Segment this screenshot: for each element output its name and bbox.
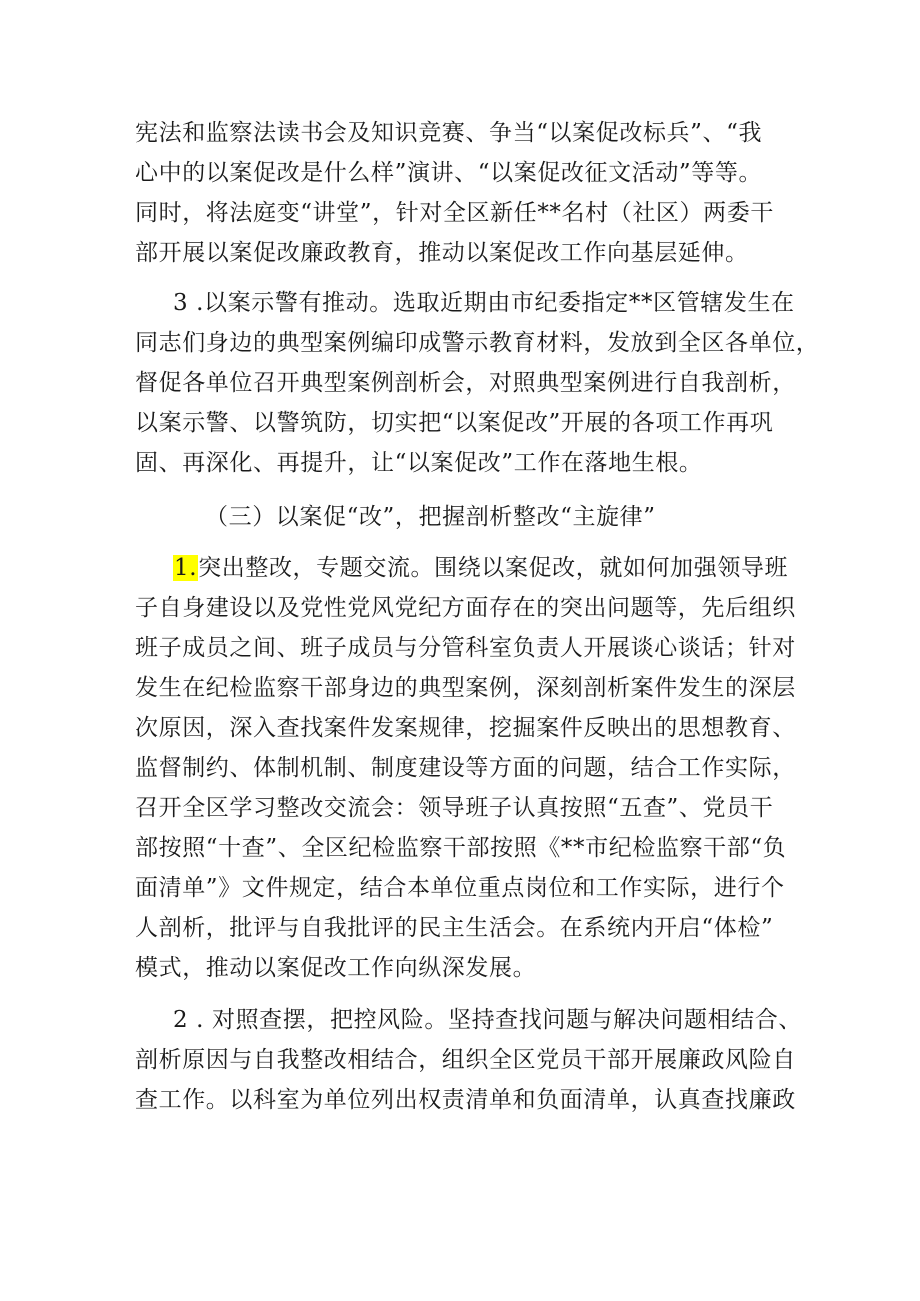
paragraph-line: 召开全区学习整改交流会：领导班子认真按照“五查”、党员干 xyxy=(135,795,774,821)
section-heading: （三）以案促“改”，把握剖析整改“主旋律” xyxy=(205,504,656,530)
paragraph-line: 查工作。以科室为单位列出权责清单和负面清单，认真查找廉政 xyxy=(135,1087,796,1113)
paragraph-line: 以案示警、以警筑防，切实把“以案促改”开展的各项工作再巩 xyxy=(135,410,774,436)
paragraph-line: 心中的以案促改是什么样”演讲、“以案促改征文活动”等等。 xyxy=(135,160,763,186)
paragraph-line: 同时，将法庭变“讲堂”，针对全区新任**名村（社区）两委干 xyxy=(135,200,774,226)
paragraph-line: 部按照“十查”、全区纪检监察干部按照《**市纪检监察干部“负 xyxy=(135,835,787,861)
paragraph-line: 同志们身边的典型案例编印成警示教育材料，发放到全区各单位， xyxy=(135,330,820,356)
paragraph-line: 次原因，深入查找案件发案规律，挖掘案件反映出的思想教育、 xyxy=(135,715,796,741)
paragraph-line: 部开展以案促改廉政教育，推动以案促改工作向基层延伸。 xyxy=(135,240,749,266)
paragraph-line: 监督制约、体制机制、制度建设等方面的问题，结合工作实际， xyxy=(135,755,796,781)
paragraph-line: 固、再深化、再提升，让“以案促改”工作在落地生根。 xyxy=(135,450,703,476)
paragraph-line: 督促各单位召开典型案例剖析会，对照典型案例进行自我剖析， xyxy=(135,370,796,396)
paragraph-line: 剖析原因与自我整改相结合，组织全区党员干部开展廉政风险自 xyxy=(135,1047,796,1073)
paragraph-line: 子自身建设以及党性党风党纪方面存在的突出问题等，先后组织 xyxy=(135,595,796,621)
paragraph-line-text: 突出整改，专题交流。围绕以案促改，就如何加强领导班 xyxy=(198,555,789,581)
paragraph-line: 2 . 对照查摆，把控风险。坚持查找问题与解决问题相结合、 xyxy=(173,1007,802,1033)
paragraph-line: 班子成员之间、班子成员与分管科室负责人开展谈心谈话；针对 xyxy=(135,635,796,661)
paragraph-line-first xyxy=(173,548,788,588)
paragraph-line: 模式，推动以案促改工作向纵深发展。 xyxy=(135,955,537,981)
paragraph-line: 宪法和监察法读书会及知识竞赛、争当“以案促改标兵”、“我 xyxy=(135,120,763,146)
paragraph-line: 人剖析，批评与自我批评的民主生活会。在系统内开启“体检” xyxy=(135,915,774,941)
paragraph-line: 面清单”》文件规定，结合本单位重点岗位和工作实际，进行个 xyxy=(135,875,785,901)
paragraph-line: 发生在纪检监察干部身边的典型案例，深刻剖析案件发生的深层 xyxy=(135,675,796,701)
paragraph-line: 3 .以案示警有推动。选取近期由市纪委指定**区管辖发生在 xyxy=(173,290,795,316)
highlighted-list-number: 1. xyxy=(174,555,198,581)
